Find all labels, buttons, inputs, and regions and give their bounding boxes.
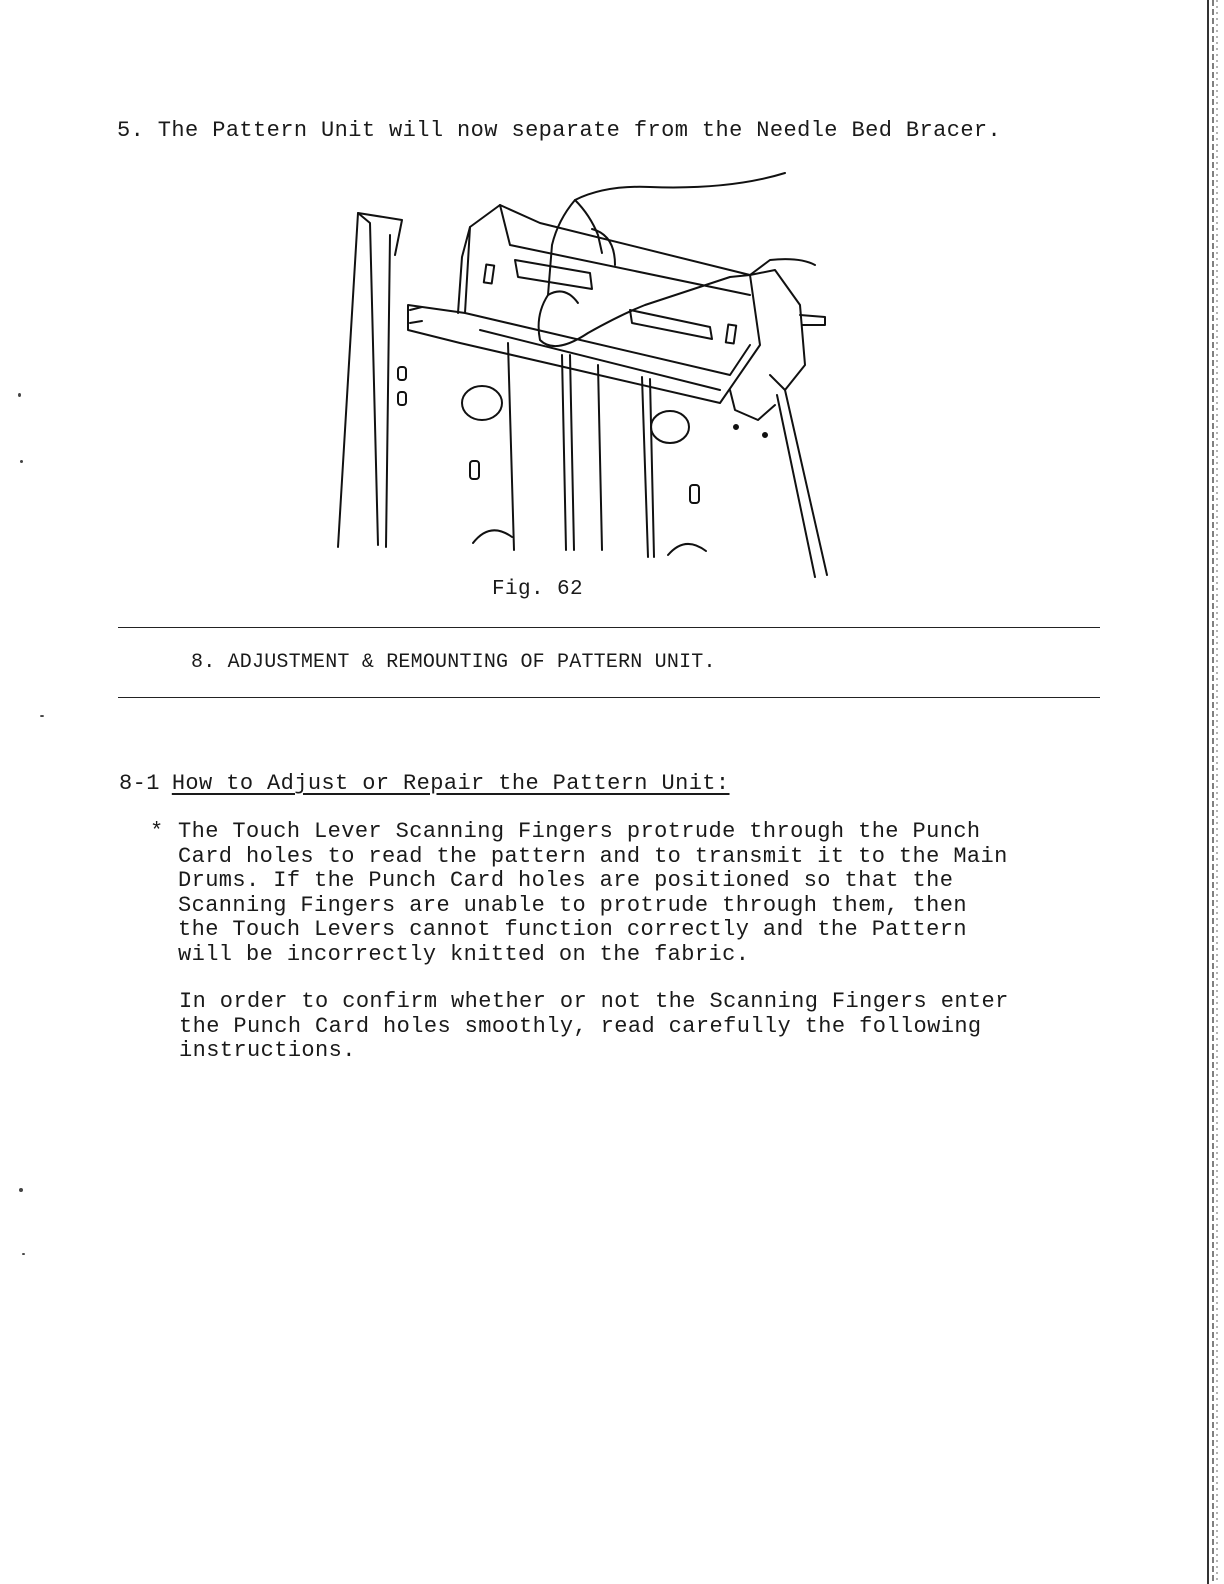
scan-speck	[18, 393, 21, 397]
subsection-heading	[119, 772, 730, 797]
body-paragraph-2: In order to confirm whether or not the Scanning Fingers enter the Punch Card holes smoothly, read carefully the following instructions.	[179, 989, 1009, 1063]
scan-speck	[40, 715, 44, 717]
section-divider-top	[118, 627, 1100, 628]
subsection-number: 8-1	[119, 771, 160, 796]
scan-speck	[19, 1188, 23, 1192]
step-5-text: 5. The Pattern Unit will now separate from the Needle Bed Bracer.	[117, 118, 1002, 143]
section-divider-bottom	[118, 697, 1100, 698]
bullet-marker: *	[150, 819, 164, 844]
section-title: 8. ADJUSTMENT & REMOUNTING OF PATTERN UNIT.	[191, 651, 716, 674]
subsection-title: How to Adjust or Repair the Pattern Unit:	[171, 771, 730, 796]
scan-speck	[22, 1253, 25, 1255]
figure-caption: Fig. 62	[492, 578, 584, 601]
scan-edge-border	[1204, 0, 1220, 1584]
body-paragraph-1: The Touch Lever Scanning Fingers protrude through the Punch Card holes to read the pattern and to transmit it to the Main Drums. If the Punch Card holes are positioned so that the Scanning Fingers are unable to protrude through them, then the Touch Levers cannot function correctly and the Pattern will be incorrectly knitted on the fabric.	[178, 819, 1008, 967]
scan-speck	[20, 460, 23, 463]
pattern-unit-illustration	[330, 165, 840, 580]
